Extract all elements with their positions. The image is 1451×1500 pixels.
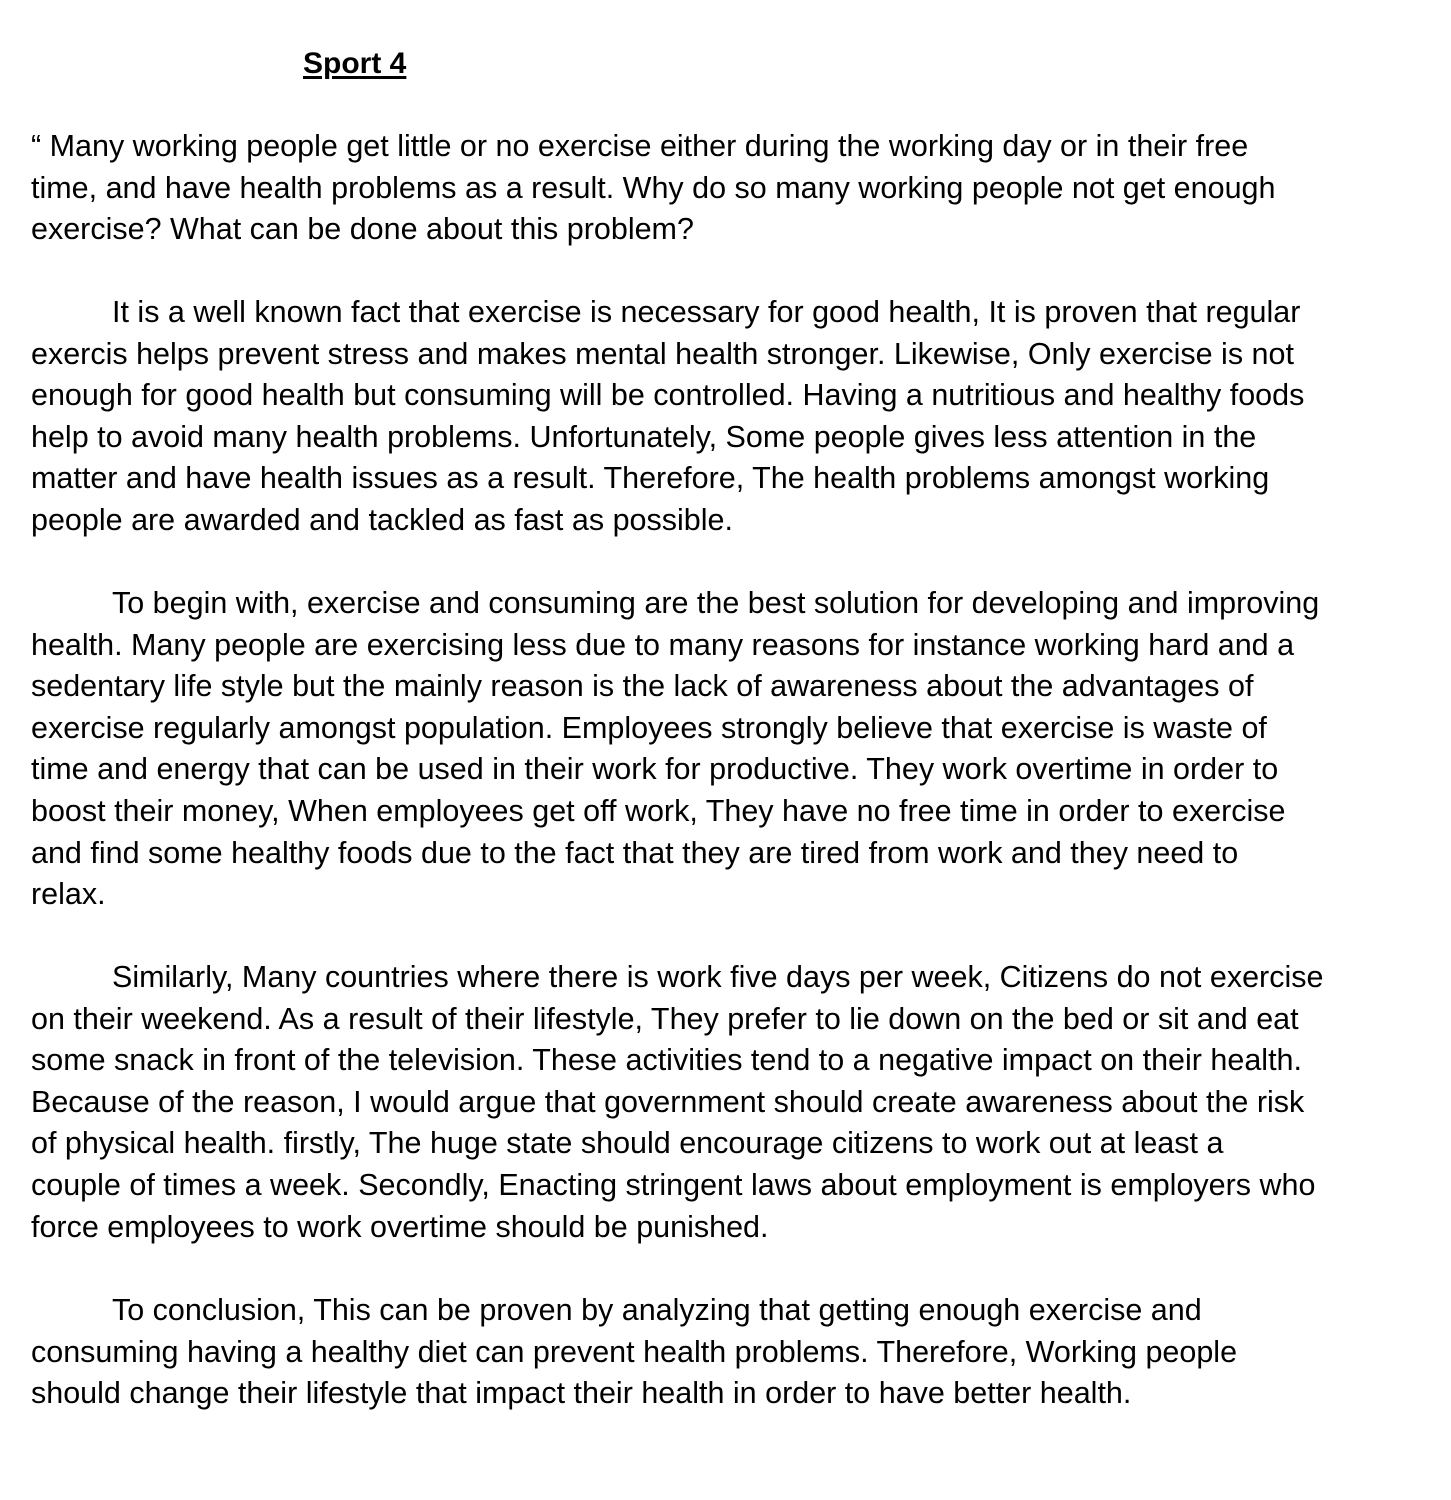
- prompt-line: exercise? What can be done about this problem?: [31, 212, 694, 247]
- essay-prompt: [31, 126, 1426, 251]
- paragraph-body-1: [31, 583, 1426, 916]
- paragraph-line: exercise regularly amongst population. Employees strongly believe that exercise is waste of: [31, 710, 1267, 745]
- paragraph-line: Similarly, Many countries where there is work five days per week, Citizens do not exercise: [112, 960, 1324, 994]
- paragraph-line: couple of times a week. Secondly, Enacting stringent laws about employment is employers who: [31, 1167, 1316, 1202]
- paragraph-line: exercis helps prevent stress and makes mental health stronger. Likewise, Only exercise is not: [31, 336, 1294, 371]
- paragraph-body-2: [31, 957, 1426, 1248]
- paragraph-line: and find some healthy foods due to the fact that they are tired from work and they need to: [31, 835, 1239, 870]
- paragraph-conclusion: [31, 1290, 1426, 1415]
- paragraph-line: on their weekend. As a result of their lifestyle, They prefer to lie down on the bed or sit and eat: [31, 1001, 1299, 1036]
- paragraph-introduction: [31, 292, 1426, 542]
- paragraph-line: some snack in front of the television. These activities tend to a negative impact on their health.: [31, 1043, 1302, 1078]
- paragraph-line: of physical health. firstly, The huge state should encourage citizens to work out at least a: [31, 1126, 1224, 1161]
- paragraph-line: health. Many people are exercising less due to many reasons for instance working hard and a: [31, 627, 1295, 662]
- paragraph-line: people are awarded and tackled as fast as possible.: [31, 502, 733, 537]
- paragraph-line: should change their lifestyle that impact their health in order to have better health.: [31, 1376, 1132, 1411]
- document-title: Sport 4: [303, 47, 407, 80]
- paragraph-line: boost their money, When employees get off work, They have no free time in order to exercise: [31, 793, 1286, 828]
- paragraph-line: relax.: [31, 877, 106, 912]
- prompt-line: “ Many working people get little or no exercise either during the working day or in their free: [31, 129, 1249, 163]
- paragraph-line: consuming having a healthy diet can prevent health problems. Therefore, Working people: [31, 1334, 1238, 1369]
- paragraph-line: time and energy that can be used in their work for productive. They work overtime in order to: [31, 752, 1279, 787]
- paragraph-line: sedentary life style but the mainly reason is the lack of awareness about the advantages of: [31, 669, 1254, 704]
- paragraph-line: matter and have health issues as a result. Therefore, The health problems amongst working: [31, 461, 1270, 496]
- paragraph-line: To begin with, exercise and consuming are the best solution for developing and improving: [112, 586, 1320, 620]
- paragraph-line: It is a well known fact that exercise is necessary for good health, It is proven that regular: [112, 295, 1301, 329]
- paragraph-line: Because of the reason, I would argue that government should create awareness about the risk: [31, 1084, 1305, 1119]
- paragraph-line: help to avoid many health problems. Unfortunately, Some people gives less attention in the: [31, 419, 1257, 454]
- paragraph-line: force employees to work overtime should be punished.: [31, 1209, 769, 1244]
- prompt-line: time, and have health problems as a result. Why do so many working people not get enough: [31, 170, 1276, 205]
- paragraph-line: To conclusion, This can be proven by analyzing that getting enough exercise and: [112, 1293, 1202, 1327]
- paragraph-line: enough for good health but consuming will be controlled. Having a nutritious and healthy foods: [31, 378, 1305, 413]
